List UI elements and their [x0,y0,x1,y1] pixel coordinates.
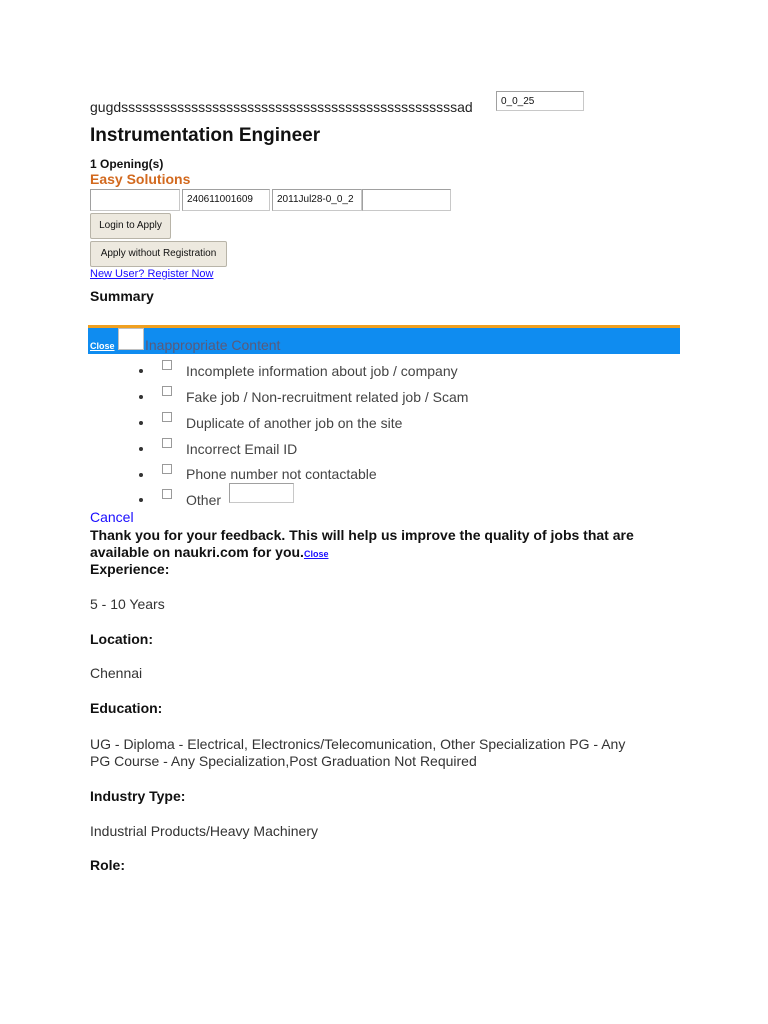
header-junk-field[interactable]: 0_0_25 [496,91,584,111]
education-label: Education: [90,700,163,716]
report-header-checkbox[interactable] [118,328,144,350]
industry-type-label: Industry Type: [90,788,186,804]
option-bullet [139,498,143,502]
option-label-duplicate: Duplicate of another job on the site [186,415,403,431]
field-date-code[interactable]: 2011Jul28-0_0_2 [272,189,362,211]
option-label-incomplete: Incomplete information about job / company [186,363,458,379]
company-name: Easy Solutions [90,171,191,187]
feedback-thanks-text: available on naukri.com for you. [90,544,304,560]
report-title: Inappropriate Content [145,337,281,353]
option-bullet [139,447,143,451]
summary-heading: Summary [90,288,154,304]
option-label-other: Other [186,492,222,508]
report-close-link[interactable]: Close [90,341,115,351]
option-checkbox-incomplete[interactable] [162,360,172,370]
job-title: Instrumentation Engineer [90,125,321,146]
role-label: Role: [90,857,125,873]
location-label: Location: [90,631,153,647]
field-1[interactable] [90,189,180,211]
option-bullet [139,421,143,425]
header-junk-text: gugdssssssssssssssssssssssssssssssssssssssssssssssssad [90,99,473,115]
field-4[interactable] [362,189,451,211]
location-value: Chennai [90,665,143,681]
feedback-thanks-line2 [90,544,328,560]
option-label-incorrect-email: Incorrect Email ID [186,441,298,457]
option-label-phone: Phone number not contactable [186,466,377,482]
option-checkbox-incorrect-email[interactable] [162,438,172,448]
option-checkbox-duplicate[interactable] [162,412,172,422]
education-value-line2: PG Course - Any Specialization,Post Graduation Not Required [90,753,477,769]
option-checkbox-other[interactable] [162,489,172,499]
feedback-close-link[interactable]: Close [303,549,329,559]
option-label-fake-job: Fake job / Non-recruitment related job / Scam [186,389,469,405]
apply-without-registration-button[interactable]: Apply without Registration [90,241,227,267]
option-bullet [139,473,143,477]
feedback-thanks-line1: Thank you for your feedback. This will help us improve the quality of jobs that are [90,527,634,543]
experience-label: Experience: [90,561,170,577]
field-job-id[interactable]: 240611001609 [182,189,270,211]
register-link[interactable]: New User? Register Now [90,268,214,280]
option-bullet [139,369,143,373]
option-checkbox-fake-job[interactable] [162,386,172,396]
option-checkbox-phone[interactable] [162,464,172,474]
openings-count: 1 Opening(s) [90,157,164,171]
education-value-line1: UG - Diploma - Electrical, Electronics/Telecomunication, Other Specialization PG - Any [90,736,626,752]
cancel-link[interactable]: Cancel [90,509,134,525]
option-bullet [139,395,143,399]
experience-value: 5 - 10 Years [90,596,165,612]
industry-type-value: Industrial Products/Heavy Machinery [90,823,318,839]
other-reason-input[interactable] [229,483,294,503]
login-to-apply-button[interactable]: Login to Apply [90,213,171,239]
